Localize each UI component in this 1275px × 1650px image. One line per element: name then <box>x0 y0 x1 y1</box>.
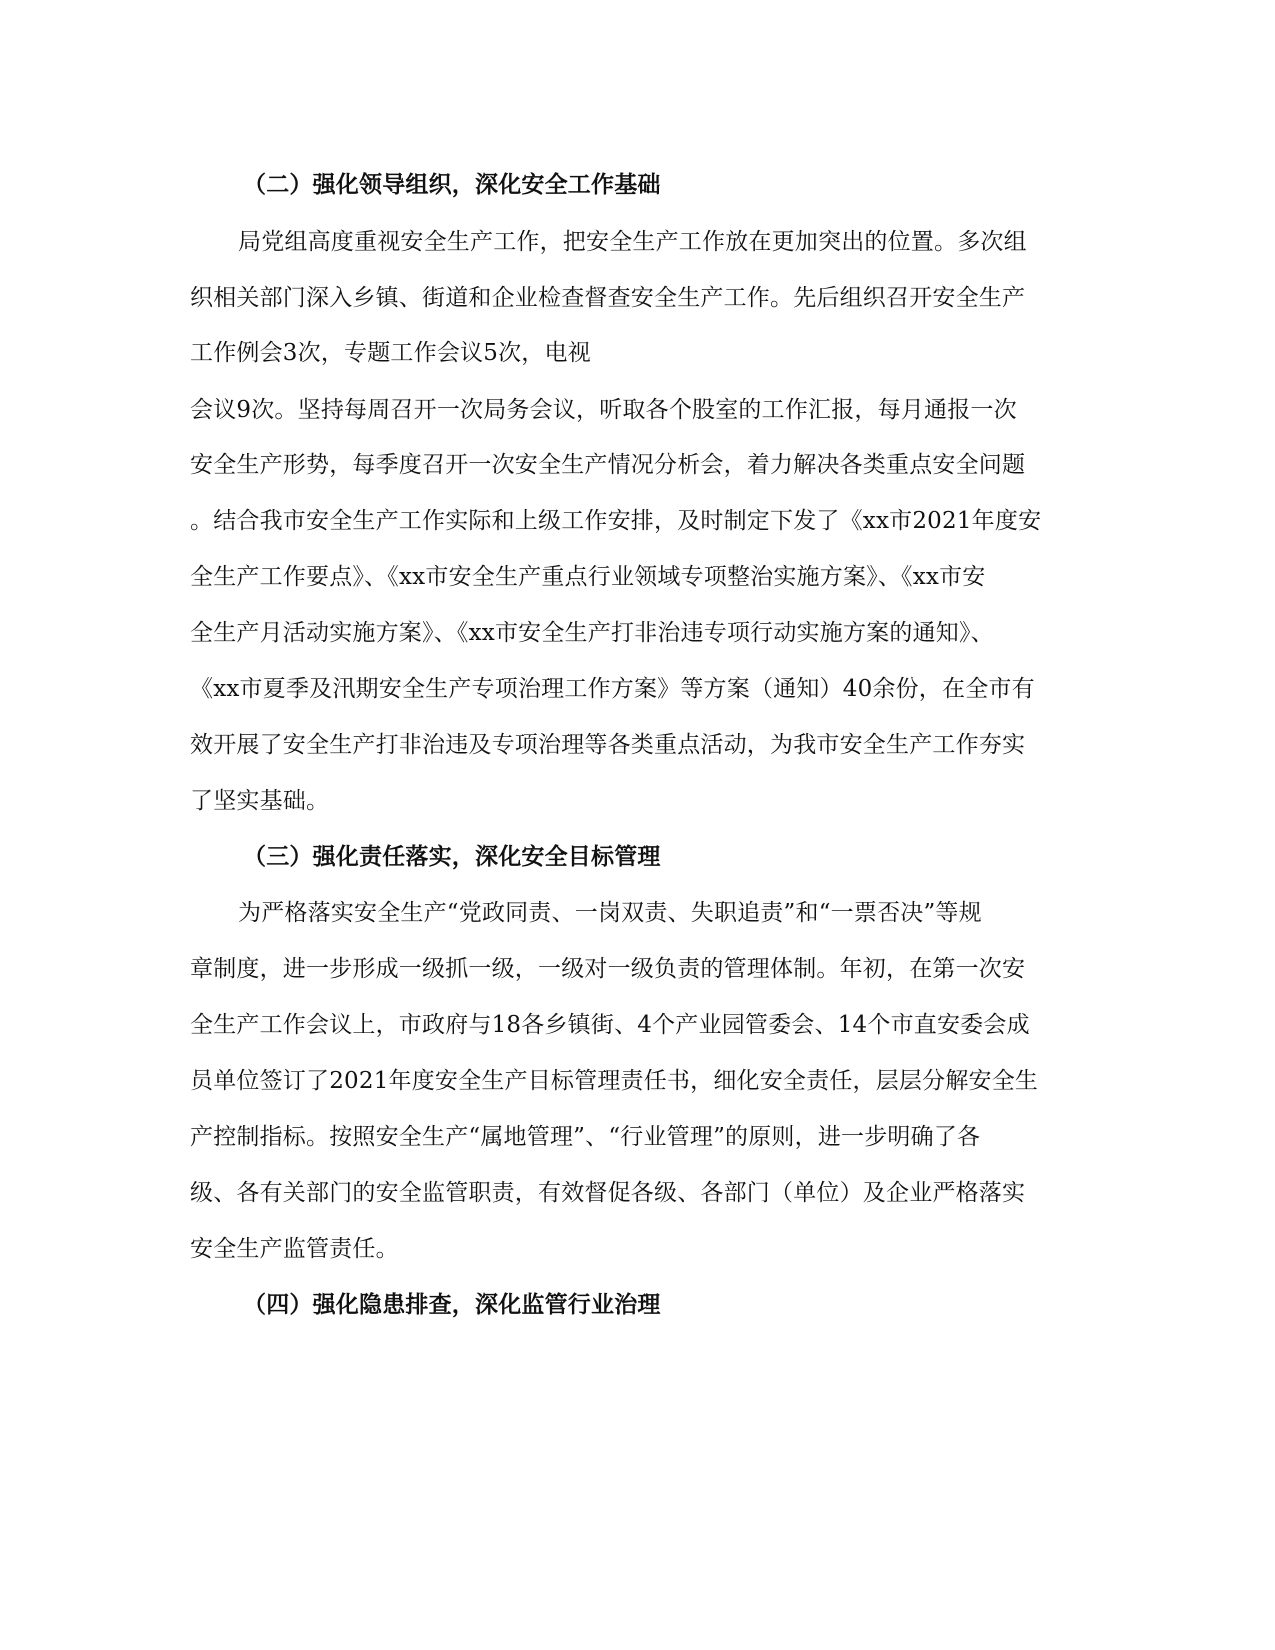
paragraph-line: 级、各有关部门的安全监管职责，有效督促各级、各部门（单位）及企业严格落实 <box>190 1180 1026 1206</box>
paragraph-line: 产控制指标。按照安全生产“属地管理”、“行业管理”的原则，进一步明确了各 <box>190 1124 981 1150</box>
paragraph-line: 安全生产形势，每季度召开一次安全生产情况分析会，着力解决各类重点安全问题 <box>190 452 1026 478</box>
paragraph-line: 为严格落实安全生产“党政同责、一岗双责、失职追责”和“一票否决”等规 <box>238 900 982 926</box>
paragraph-line: 全生产工作会议上，市政府与18各乡镇街、4个产业园管委会、14个市直安委会成 <box>190 1012 1030 1038</box>
paragraph-line: 全生产工作要点》、《xx市安全生产重点行业领域专项整治实施方案》、《xx市安 <box>190 564 986 590</box>
section-heading: （三）强化责任落实，深化安全目标管理 <box>243 844 661 870</box>
paragraph-line: 安全生产监管责任。 <box>190 1236 399 1262</box>
paragraph-line: 织相关部门深入乡镇、街道和企业检查督查安全生产工作。先后组织召开安全生产 <box>190 285 1026 311</box>
section-heading: （二）强化领导组织，深化安全工作基础 <box>243 172 661 198</box>
paragraph-line: 章制度，进一步形成一级抓一级，一级对一级负责的管理体制。年初，在第一次安 <box>190 956 1026 982</box>
paragraph-line: 了坚实基础。 <box>190 788 330 814</box>
paragraph-line: 局党组高度重视安全生产工作，把安全生产工作放在更加突出的位置。多次组 <box>238 229 1027 255</box>
paragraph-line: 全生产月活动实施方案》、《xx市安全生产打非治违专项行动实施方案的通知》、 <box>190 620 994 646</box>
paragraph-line: 《xx市夏季及汛期安全生产专项治理工作方案》等方案（通知）40余份，在全市有 <box>190 676 1035 702</box>
paragraph-line: 工作例会3次，专题工作会议5次，电视 <box>190 340 591 366</box>
paragraph-line: 会议9次。坚持每周召开一次局务会议，听取各个股室的工作汇报，每月通报一次 <box>190 397 1017 423</box>
paragraph-line: 效开展了安全生产打非治违及专项治理等各类重点活动，为我市安全生产工作夯实 <box>190 732 1026 758</box>
section-heading: （四）强化隐患排查，深化监管行业治理 <box>243 1292 661 1318</box>
paragraph-line: 。结合我市安全生产工作实际和上级工作安排，及时制定下发了《xx市2021年度安 <box>190 508 1042 534</box>
paragraph-line: 员单位签订了2021年度安全生产目标管理责任书，细化安全责任，层层分解安全生 <box>190 1068 1039 1094</box>
